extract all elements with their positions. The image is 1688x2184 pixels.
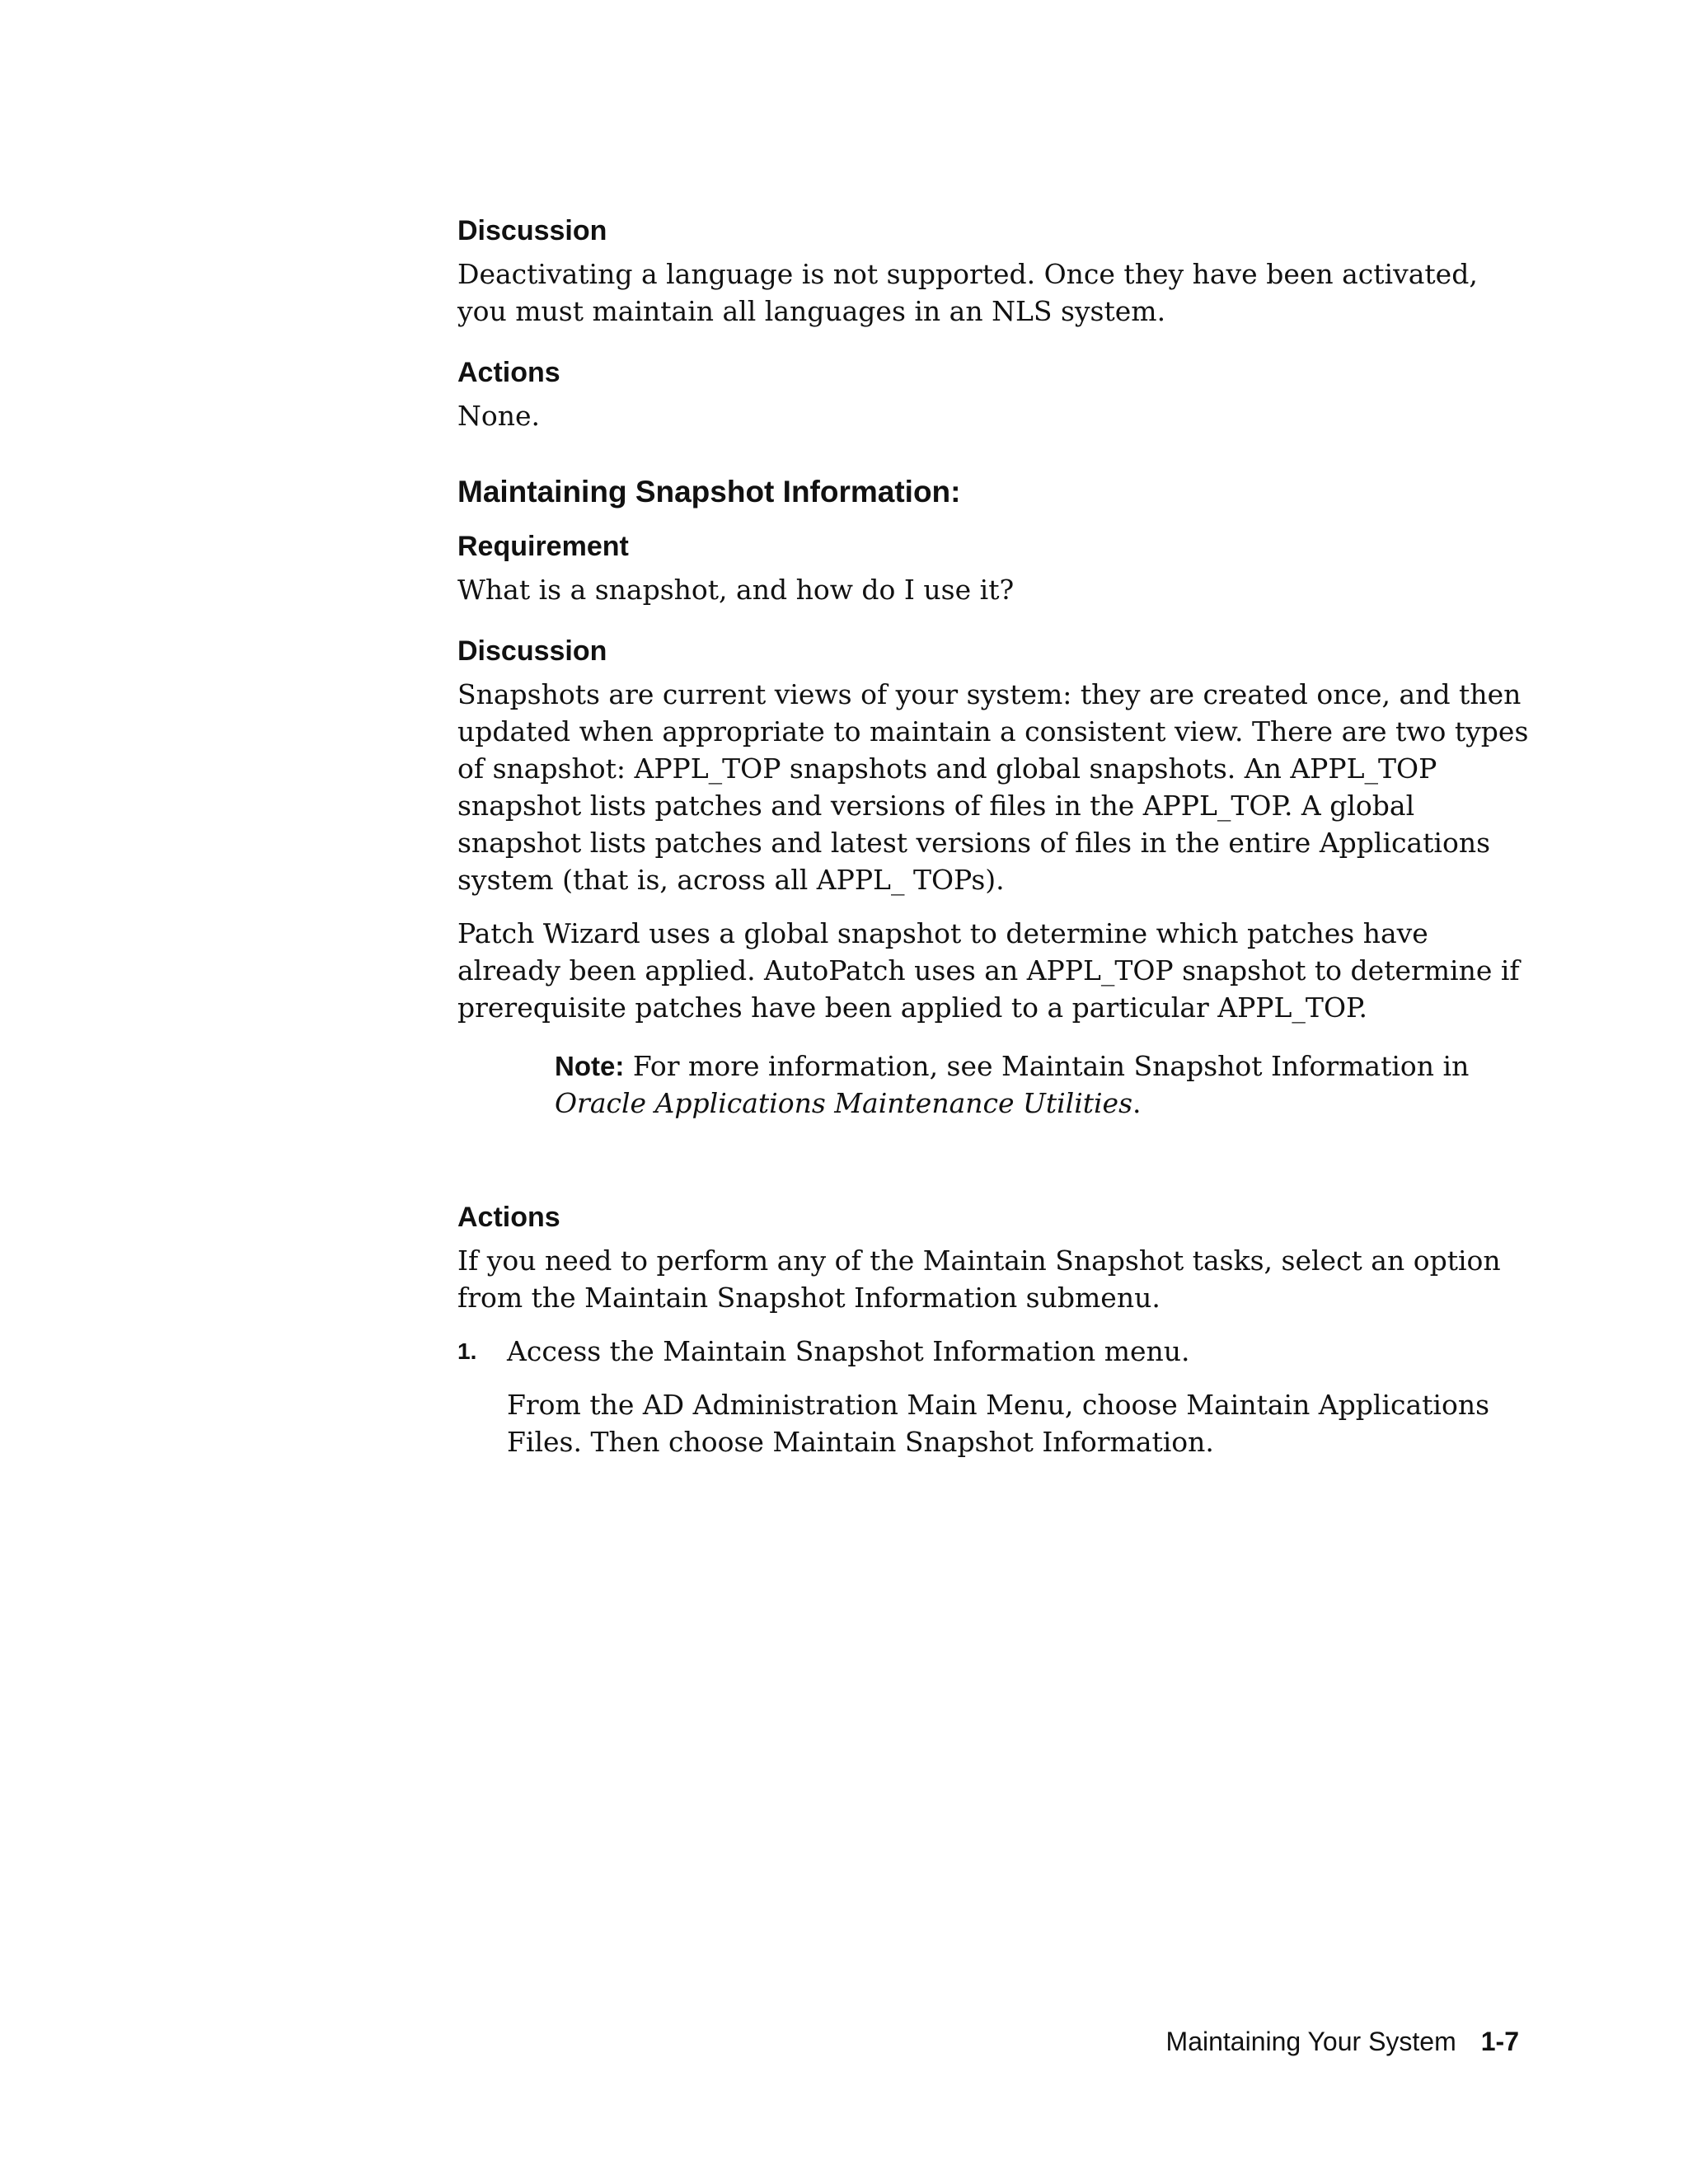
footer-chapter-title: Maintaining Your System: [1165, 2027, 1456, 2056]
step-detail: From the AD Administration Main Menu, choose Maintain Applications Files. Then choose Maintain Snapshot Information.: [507, 1389, 1490, 1458]
step-body: [507, 1333, 1529, 1460]
actions-heading: Actions: [457, 357, 560, 388]
step-text: Access the Maintain Snapshot Information menu.: [507, 1335, 1190, 1367]
page-footer: [1166, 2025, 1519, 2058]
note-end: .: [1132, 1087, 1142, 1119]
step-number: 1.: [457, 1338, 477, 1364]
note-label: Note:: [555, 1051, 625, 1081]
actions-paragraph: None.: [457, 400, 541, 432]
note: [555, 1047, 1529, 1122]
requirement-heading: Requirement: [457, 531, 629, 562]
footer-page-number: 1-7: [1480, 2027, 1519, 2056]
requirement-paragraph: What is a snapshot, and how do I use it?: [457, 574, 1015, 606]
snapshot-discussion-paragraph-2: Patch Wizard uses a global snapshot to determine which patches have already been applied. AutoPatch uses an APPL_TOP snapshot to determine if prerequisite patches have been applied to a particular APPL_TOP.: [457, 917, 1520, 1024]
page-content: [457, 213, 1529, 1460]
note-reference: Oracle Applications Maintenance Utilities: [555, 1087, 1133, 1119]
note-text: For more information, see Maintain Snapshot Information in: [624, 1050, 1470, 1082]
snapshot-discussion-paragraph-1: Snapshots are current views of your system: they are created once, and then updated when appropriate to maintain a consistent view. There are two types of snapshot: APPL_TOP snapshots and global snapshots. An APPL_TOP snapshot lists patches and versions of files in the APPL_TOP. A global snapshot lists patches and latest versions of files in the entire Applications system (that is, across all APPL_ TOPs).: [457, 678, 1529, 896]
list-item: [457, 1333, 1529, 1460]
discussion-heading: Discussion: [457, 215, 607, 246]
snapshot-discussion-heading: Discussion: [457, 635, 607, 667]
section-title: Maintaining Snapshot Information:: [457, 475, 961, 509]
discussion-paragraph: Deactivating a language is not supported. Once they have been activated, you must maintain all languages in an NLS system.: [457, 258, 1478, 327]
snapshot-actions-paragraph: If you need to perform any of the Maintain Snapshot tasks, select an option from the Maintain Snapshot Information submenu.: [457, 1244, 1501, 1314]
snapshot-actions-heading: Actions: [457, 1202, 560, 1233]
